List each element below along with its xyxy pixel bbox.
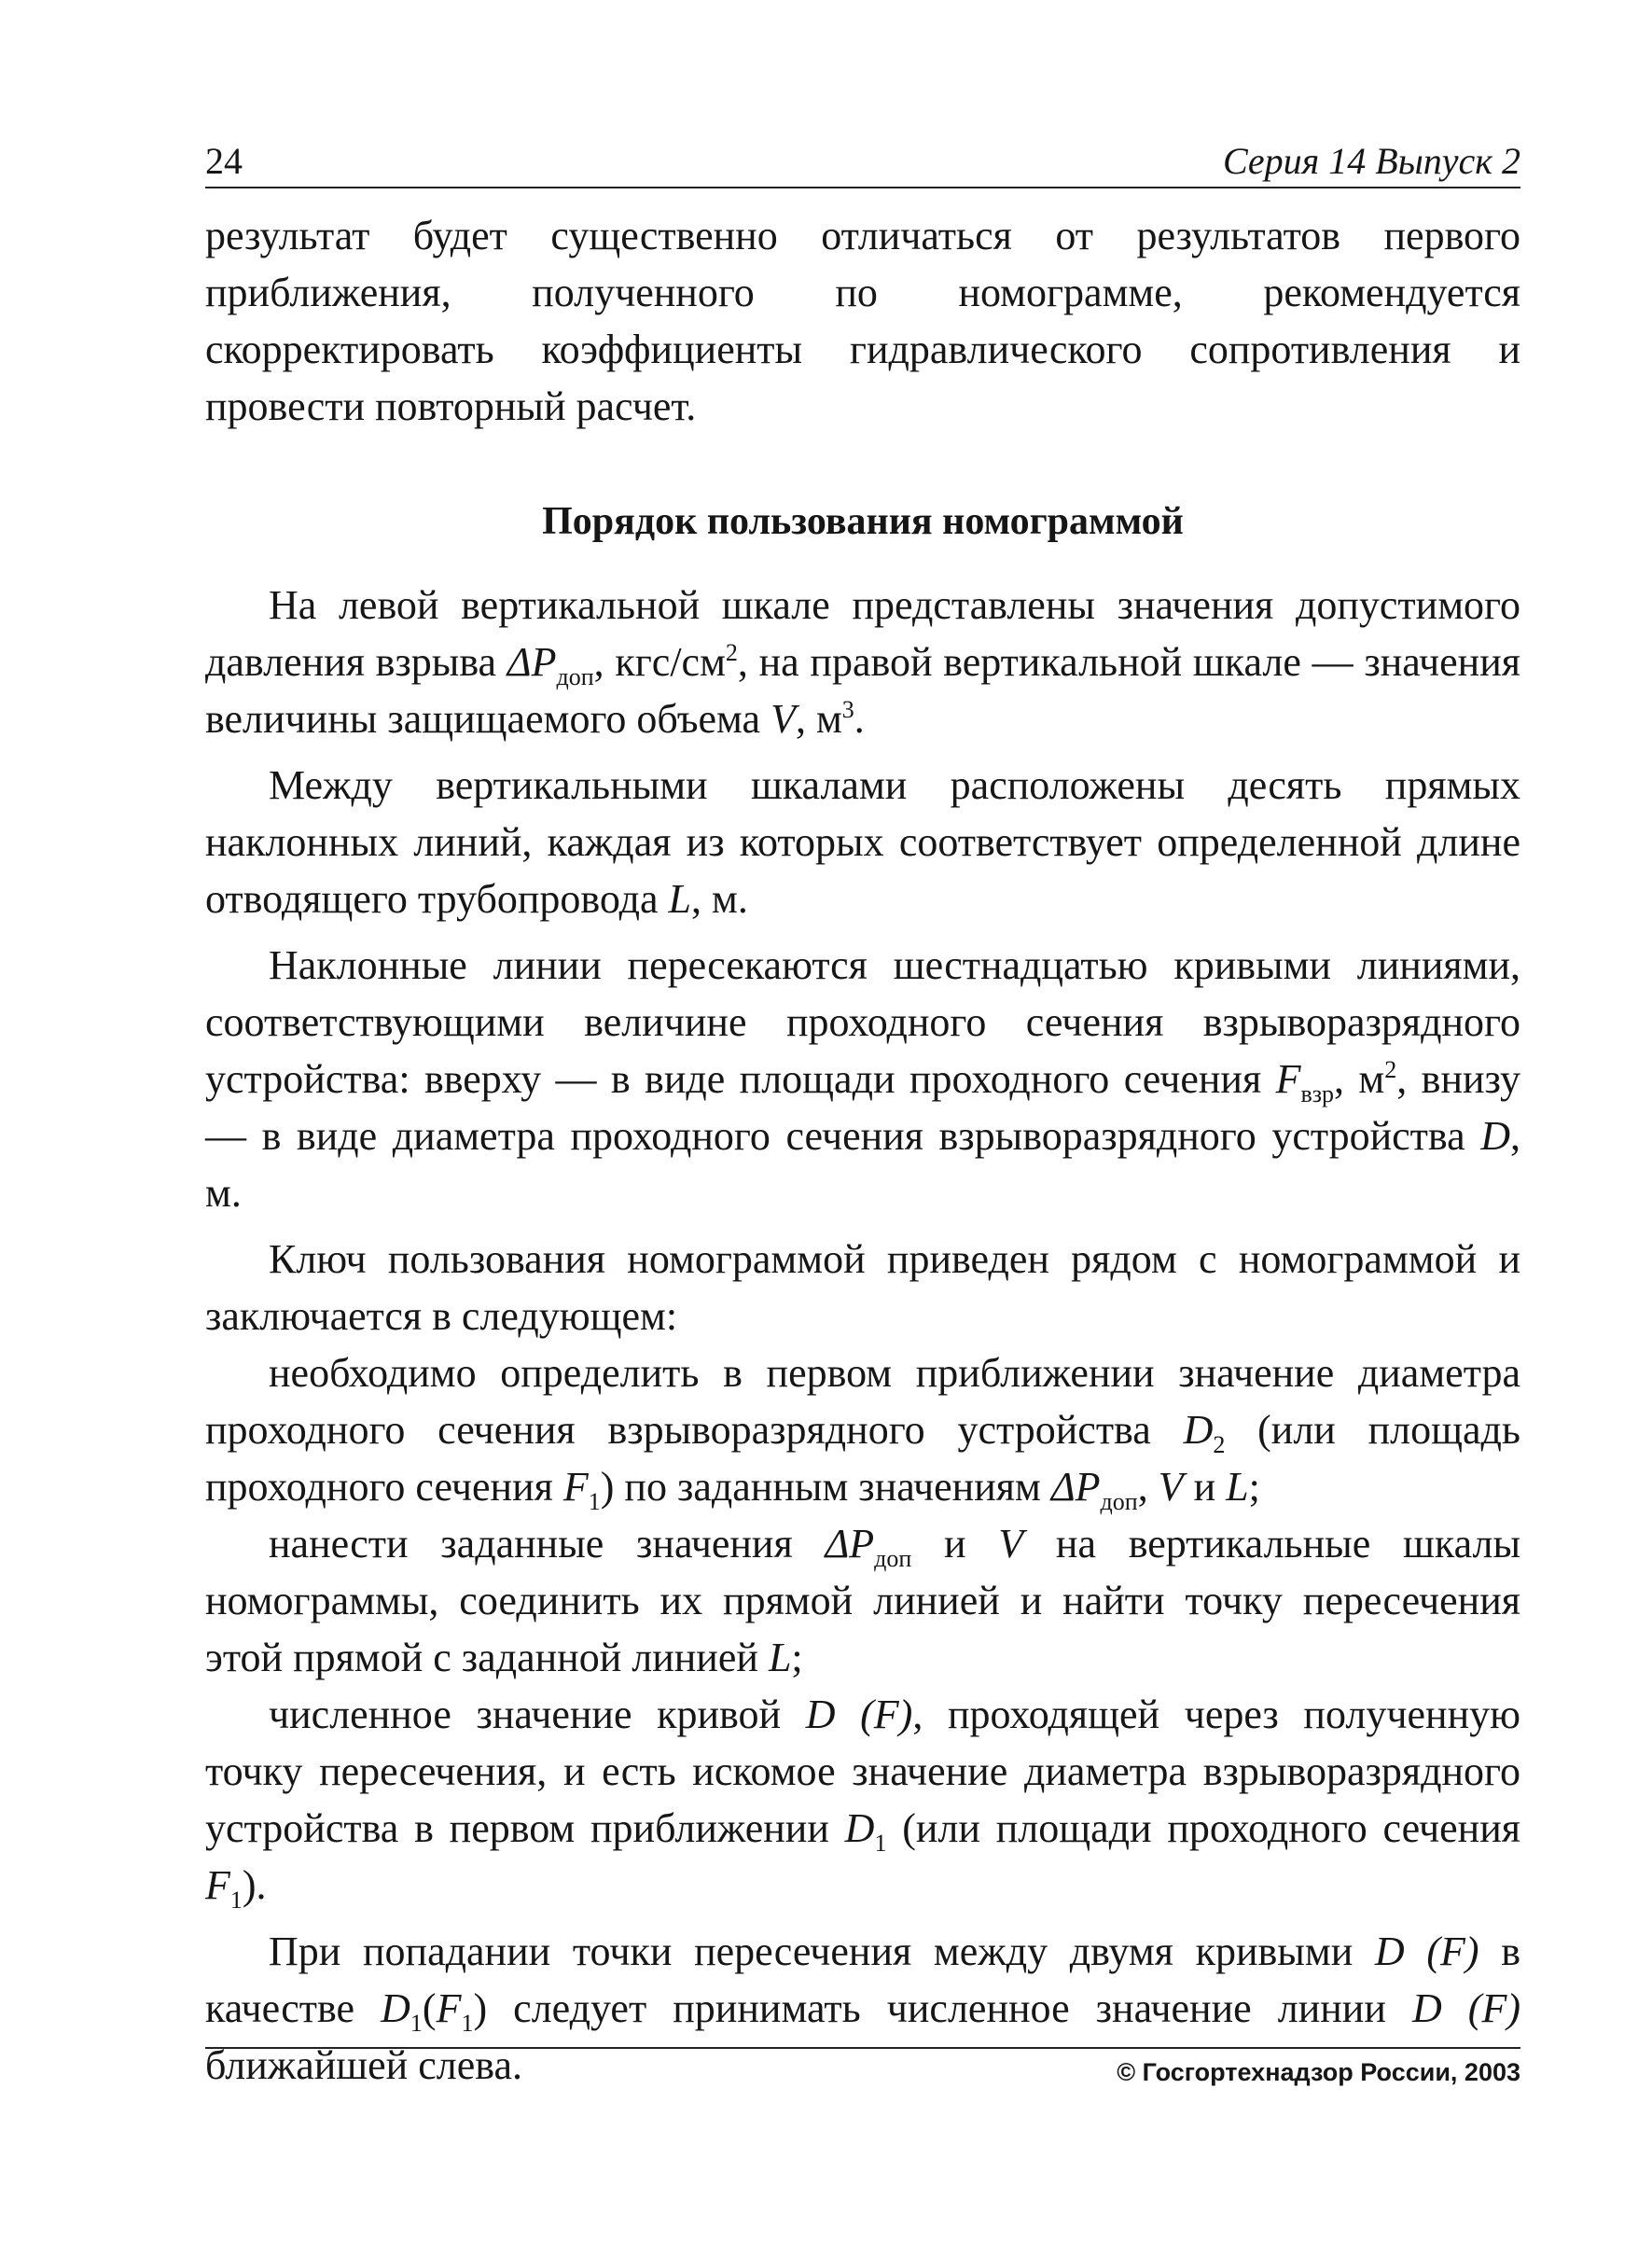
paragraph-left-scale: На левой вертикальной шкале представлены значения допустимого давления взрыва $\Delta P_{доп}$, кгс/$см^2$, на правой вертикальной шкале — значения величины защищаемого объема V, $м^3$. [205,582,1521,742]
paragraph-step-3: численное значение кривой D (F), проходящей через полученную точку пересечения, и есть искомое значение диаметра взрыворазрядного устройства в первом приближении $D_1$ (или площади проходного сечения $F_1$). [205,1692,1520,1914]
paragraph-inclined-lines: Между вертикальными шкалами расположены десять прямых наклонных линий, каждая из которых соответствует определенной длине отводящего трубопровода L, м. [205,762,1520,922]
footer-divider [205,2047,1520,2049]
paragraph-continuation: результат будет существенно отличаться от результатов первого приближения, полученного по номограмме, рекомендуется скорректировать коэффициенты гидравлического сопротивления и провести повторный расчет. [205,213,1520,429]
paragraph-step-1: необходимо определить в первом приближении значение диаметра проходного сечения взрыворазрядного устройства $D_2$ (или площадь проходного сечения $F_1$) по заданным значениям $\Delta P_{доп}$, V и L; [205,1350,1520,1515]
series-title: Серия 14 Выпуск 2 [1222,140,1520,182]
copyright-notice: © Госгортехнадзор России, 2003 [1117,2058,1520,2086]
paragraph-curves: Наклонные линии пересекаются шестнадцатью кривыми линиями, соответствующими величине проходного сечения взрыворазрядного устройства: вверху — в виде площади проходного сечения $F_{взр}$, $м^2$, внизу — в виде диаметра проходного сечения взрыворазрядного устройства D, м. [205,942,1521,1216]
paragraph-key: Ключ пользования номограммой приведен рядом с номограммой и заключается в следующем: [205,1236,1520,1339]
page-header [205,138,1520,188]
section-heading: Порядок пользования номограммой [542,500,1184,543]
paragraph-step-2: нанести заданные значения $\Delta P_{доп}$ и V на вертикальные шкалы номограммы, соединить их прямой линией и найти точку пересечения этой прямой с заданной линией L; [205,1521,1521,1680]
page-body [205,207,1520,2094]
paragraph-between-curves: При попадании точки пересечения между двумя кривыми D (F) в качестве $D_1(F_1)$ следует принимать численное значение линии D (F) ближайшей слева. [205,1929,1521,2088]
page-number: 24 [205,140,243,182]
